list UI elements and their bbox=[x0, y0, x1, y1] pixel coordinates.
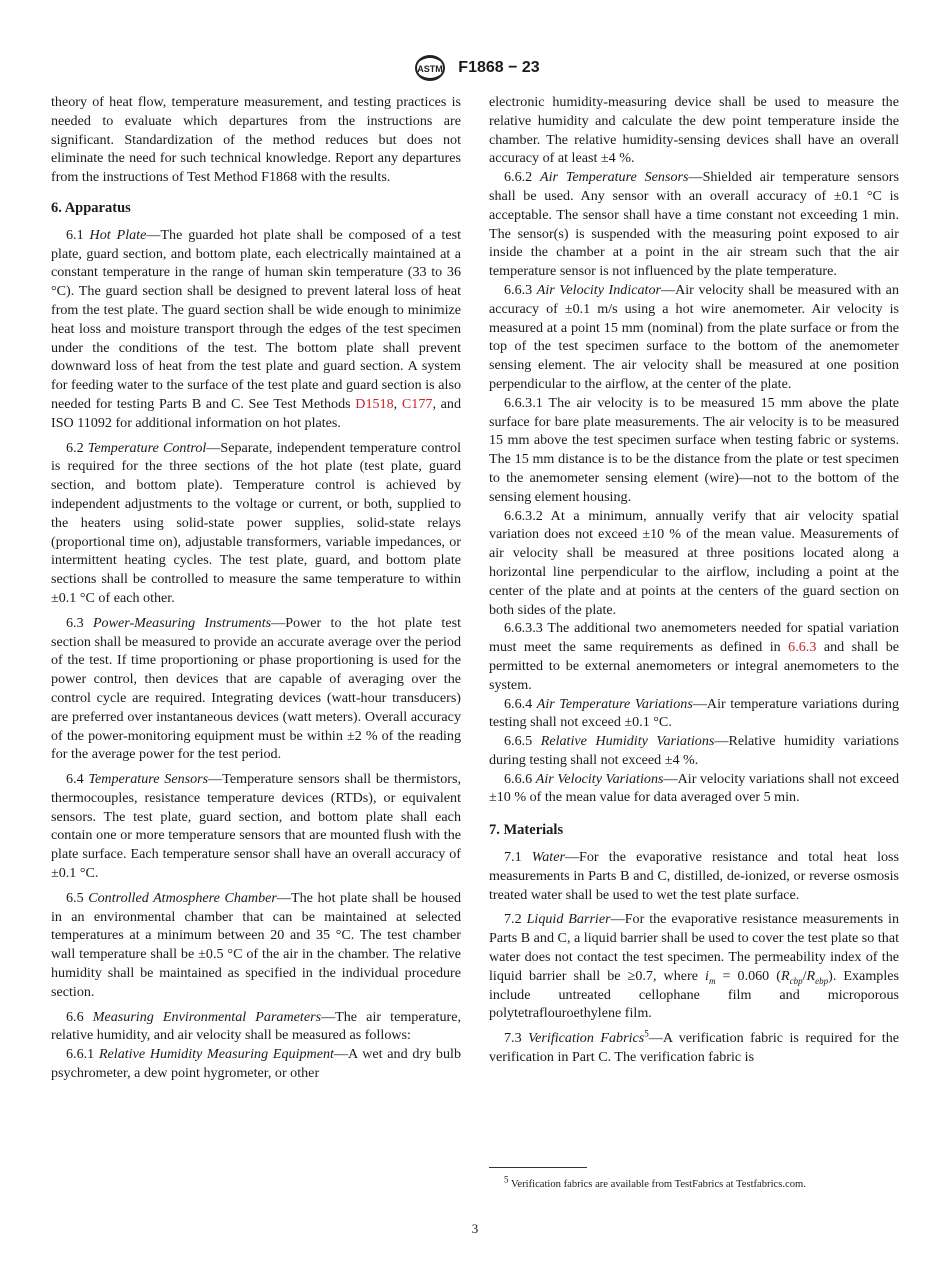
paragraph-6-3: 6.3 Power-Measuring Instruments—Power to the hot plate test section shall be measured to provide an accurate average over the period of the test. If time proportioning or phase proportioning is used for the power control, then devices that are capable of averaging over the control cycle are required. Integrating devices (watt-hour transducers) are preferred over instantaneous devices (watt meters). Overall accuracy of the power-monitoring equipment must be within ±2 % of the reading for the average power for the test period. bbox=[51, 614, 461, 763]
paragraph-6-6-3-3: 6.6.3.3 The additional two anemometers needed for spatial variation must meet the same requirements as defined in 6.6.3 and shall be permitted to be external anemometers or integral anemometers to the system. bbox=[489, 620, 899, 693]
paragraph-6-6: 6.6 Measuring Environmental Parameters—The air temperature, relative humidity, and air velocity shall be measured as follows: bbox=[51, 1008, 461, 1044]
astm-logo-icon bbox=[410, 54, 450, 82]
paragraph-6-6-3: 6.6.3 Air Velocity Indicator—Air velocity shall be measured with an accuracy of ±0.1 m/s using a hot wire anemometer. Air velocity is measured at a point 15 mm (nominal) from the plate surface or from the top of the test specimen surface to the bottom of the anemometer sensing element. The air velocity shall be measured at one position perpendicular to the airflow, at the center of the plate. bbox=[489, 281, 899, 392]
paragraph-6-6-1-continuation: electronic humidity-measuring device shall be used to measure the relative humidity and calculate the dew point temperature inside the chamber. The relative humidity-sensing devices shall have an overall accuracy of at least ±4 %. bbox=[489, 94, 899, 167]
page-number: 3 bbox=[471, 1221, 479, 1236]
paragraph-6-6-3-1: 6.6.3.1 The air velocity is to be measured 15 mm above the plate surface for bare plate measurements. The air velocity is to be measured 15 mm above the test specimen surface when testing fabric or systems. The 15 mm distance is to be the distance from the plate or test specimen to the anemometer sensing element (wire)—not to the bottom of the sensing element housing. bbox=[489, 394, 899, 505]
right-column bbox=[489, 93, 899, 1067]
section-6-heading: 6. Apparatus bbox=[51, 199, 131, 216]
paragraph-6-4: 6.4 Temperature Sensors—Temperature sensors shall be thermistors, thermocouples, resistance temperature devices (RTDs), or equivalent sensors. The test plate, guard section, and bottom plate shall each contain one or more temperature sensors that are mounted flush with the plate surface. Each temperature sensor shall have an overall accuracy of ±0.1 °C. bbox=[51, 771, 461, 882]
ref-link-d1518[interactable]: D1518 bbox=[355, 395, 394, 412]
paragraph-6-6-4: 6.6.4 Air Temperature Variations—Air temperature variations during testing shall not exceed ±0.1 °C. bbox=[489, 695, 900, 731]
paragraph-6-2: 6.2 Temperature Control—Separate, independent temperature control is required for the three sections of the hot plate (test plate, guard section, and bottom plate). Temperature control is achieved by independent adjustments to the voltage or current, or both, supplied to the heaters using solid-state power supplies, solid-state relays (proportional time on), adjustable transformers, variable impedances, or intermittent heating cycles. The test plate, guard, and bottom plate sections shall be controlled to measure the same temperature to within ±0.1 °C of each other. bbox=[51, 439, 461, 606]
ref-link-6-6-3[interactable]: 6.6.3 bbox=[788, 639, 817, 656]
paragraph-6-1: 6.1 Hot Plate—The guarded hot plate shall be composed of a test plate, guard section, and bottom plate, each electrically maintained at a constant temperature in the range of human skin temperature (33 to 36 °C). The guard section shall be designed to prevent lateral loss of heat from the test plate. The guard section shall be wide enough to minimize heat loss and moisture transport through the edges of the test specimen under the conditions of the test. The bottom plate shall prevent downward loss of heat from the test plate and guard section. A system for feeding water to the surface of the test plate and guard section is also needed for testing Parts B and C. See Test Methods D1518, C177, and ISO 11092 for additional information on hot plates. bbox=[51, 226, 461, 431]
paragraph-6-6-1: 6.6.1 Relative Humidity Measuring Equipment—A wet and dry bulb psychrometer, a dew point hygrometer, or other bbox=[51, 1046, 461, 1082]
paragraph-6-5: 6.5 Controlled Atmosphere Chamber—The hot plate shall be housed in an environmental chamber that can be maintained at selected temperatures at a minimum between 20 and 35 °C. The test chamber wall temperature shall be ±0.5 °C of the air in the chamber. The relative humidity shall be maintained as specified in the individual procedure section. bbox=[51, 889, 462, 1000]
paragraph-6-6-2: 6.6.2 Air Temperature Sensors—Shielded air temperature sensors shall be used. Any sensor with an overall accuracy of ±0.1 °C is acceptable. The sensor shall have a time constant not exceeding 1 min. The sensor(s) is suspended with the measuring point exposed to air inside the chamber at a point in the air stream such that the air temperature sensor is not influenced by the plate temperature. bbox=[489, 169, 899, 280]
page-header bbox=[0, 54, 950, 82]
footnote-marker[interactable]: 5 bbox=[644, 1028, 649, 1039]
document-designation: F1868 − 23 bbox=[458, 59, 540, 76]
paragraph-6-6-3-2: 6.6.3.2 At a minimum, annually verify that air velocity spatial variation does not exceed ±10 % of the mean value. Measurements of air velocity shall be measured at three positions located along a horizontal line perpendicular to the airflow, including a point at the center of the plate and at points at the centers of the guard section on both sides of the plate. bbox=[489, 507, 899, 618]
ref-link-c177[interactable]: C177 bbox=[401, 395, 433, 412]
paragraph-6-6-5: 6.6.5 Relative Humidity Variations—Relative humidity variations during testing shall not exceed ±4 %. bbox=[489, 733, 899, 768]
paragraph-7-1: 7.1 Water—For the evaporative resistance and total heat loss measurements in Parts B and C, distilled, de-ionized, or reverse osmosis treated water shall be used to wet the test plate surface. bbox=[489, 849, 899, 903]
intro-continuation: theory of heat flow, temperature measurement, and testing practices is needed to evaluate which departures from the instructions are significant. Standardization of the method reduces but does not eliminate the need for such technical knowledge. Report any departures from the instructions of Test Method F1868 with the results. bbox=[51, 94, 461, 186]
footnote: $^5$ Verification fabrics are available from TestFabrics at Testfabrics.com. bbox=[504, 1174, 806, 1190]
paragraph-7-3: 7.3 Verification Fabrics$^5$—A verification fabric is required for the verification in Part C. The verification fabric is bbox=[489, 1028, 899, 1066]
svg-text:ASTM: ASTM bbox=[417, 64, 444, 74]
paragraph-7-2: 7.2 Liquid Barrier—For the evaporative resistance measurements in Parts B and C, a liquid barrier shall be used to cover the test plate so that water does not contact the test specimen. The permeability index of the liquid barrier shall be ≥0.7, where $i_m = 0.060$ $(R_{cbp}/R_{ebp})$. Examples include untreated cellophane film and microporous polytetraflouroethylene film. bbox=[489, 911, 900, 1022]
section-7-heading: 7. Materials bbox=[489, 822, 564, 839]
paragraph-6-6-6: 6.6.6 Air Velocity Variations—Air velocity variations shall not exceed ±10 % of the mean value for data averaged over 5 min. bbox=[489, 770, 899, 806]
left-column bbox=[51, 93, 461, 1083]
footnote-divider bbox=[489, 1167, 587, 1168]
